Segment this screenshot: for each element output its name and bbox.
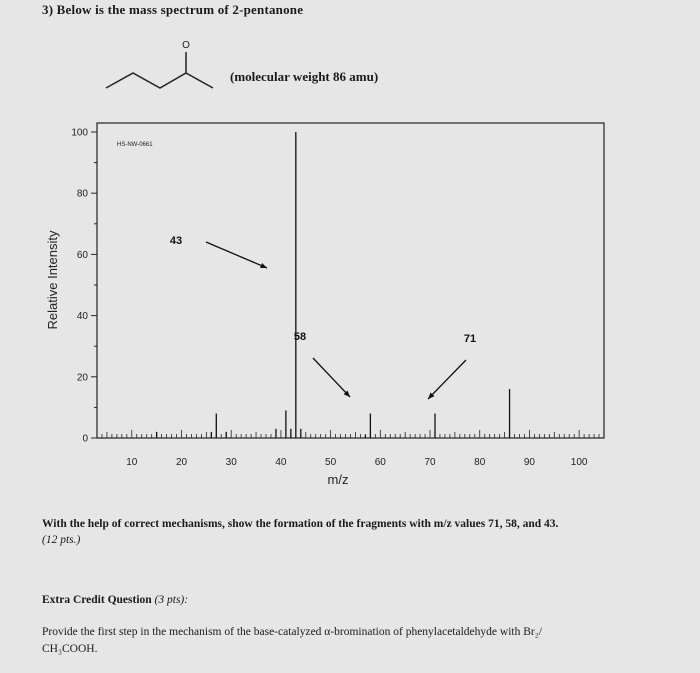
annotation-arrow (313, 358, 350, 397)
x-tick-label: 20 (175, 457, 188, 468)
peak-annotation-label: 58 (293, 331, 307, 343)
y-tick-label: 80 (76, 188, 88, 200)
fragment-question-points: (12 pts.) (42, 534, 81, 546)
y-axis-title: Relative Intensity (45, 230, 60, 330)
annotation-arrow (428, 360, 466, 399)
x-tick-label: 50 (325, 457, 337, 468)
peaks-layer (157, 132, 510, 438)
axes-layer (45, 123, 604, 487)
x-tick-label: 40 (275, 457, 287, 468)
extra-credit-heading (42, 594, 188, 606)
extra-credit-points: (3 pts): (154, 594, 189, 606)
extra-credit-line-1: Provide the first step in the mechanism of the base-catalyzed α-bromination of phenylacetaldehyde with Br₂/ (42, 626, 542, 638)
oxygen-label: O (182, 40, 190, 51)
x-axis-title: m/z (327, 472, 349, 487)
x-tick-label: 90 (523, 457, 536, 468)
y-tick-label: 60 (76, 249, 88, 261)
x-tick-label: 100 (570, 457, 588, 468)
y-tick-label: 100 (71, 127, 88, 139)
x-tick-label: 60 (374, 457, 386, 468)
annotations-layer (170, 235, 476, 399)
x-tick-label: 80 (474, 457, 486, 468)
peak-annotation-label: 71 (463, 333, 477, 345)
extra-credit-question (42, 624, 682, 658)
fragment-question-text: With the help of correct mechanisms, show the formation of the fragments with m/z values 71, 58, and 43. (42, 518, 559, 530)
question-title: 3) Below is the mass spectrum of 2-pentanone (42, 2, 304, 17)
y-tick-label: 40 (76, 311, 88, 323)
spectrum-id: HS-NW-0661 (117, 142, 153, 148)
peak-annotation-label: 43 (169, 235, 183, 247)
x-tick-label: 30 (225, 457, 237, 468)
x-tick-label: 70 (424, 457, 436, 468)
ticks-layer (71, 128, 604, 469)
fragment-question (42, 516, 682, 548)
y-tick-label: 20 (76, 372, 88, 384)
plot-frame (97, 123, 604, 438)
extra-credit-title: Extra Credit Question (42, 594, 152, 606)
extra-credit-line-2: CH₃COOH. (42, 643, 98, 655)
x-tick-label: 10 (126, 457, 138, 468)
annotation-arrow (206, 242, 267, 268)
molecular-weight-note: (molecular weight 86 amu) (230, 69, 379, 84)
y-tick-label: 0 (82, 433, 88, 445)
